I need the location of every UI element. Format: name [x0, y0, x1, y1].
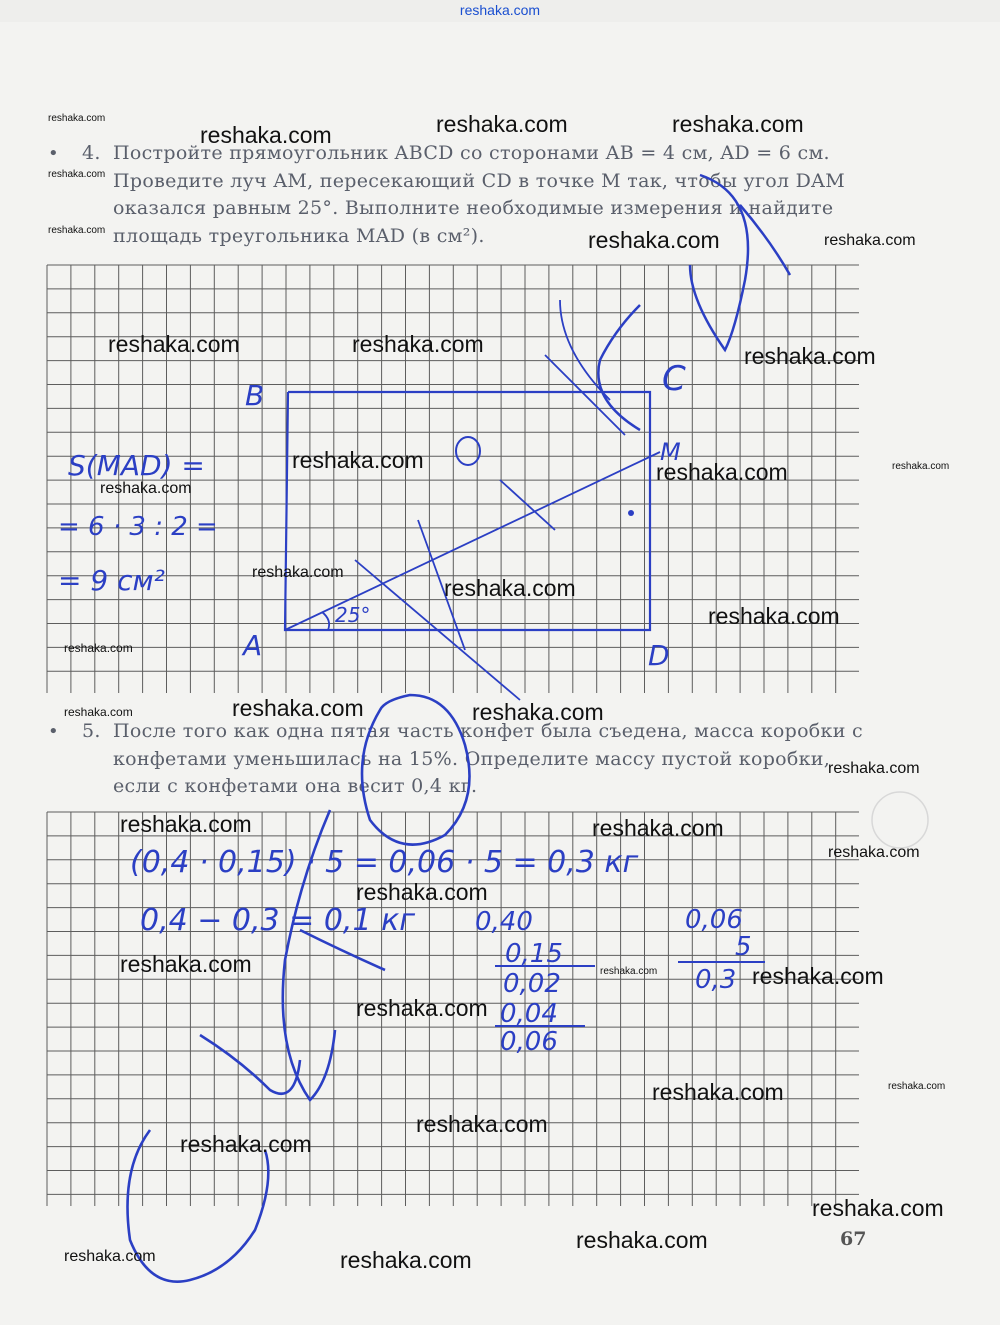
watermark: reshaka.com [352, 331, 484, 357]
area-line-1: S(MAD) = [68, 449, 205, 482]
watermark: reshaka.com [200, 122, 332, 148]
mult1-result: 0,06 [500, 1027, 558, 1057]
watermark: reshaka.com [120, 951, 252, 977]
watermark: reshaka.com [356, 879, 488, 905]
task-4-text: Постройте прямоугольник ABCD со сторонами AB = 4 см, AD = 6 см. Проведите луч AM, пересекающий CD в точке M так, чтобы угол DAM оказался равным 25°. Выполните необходимые измерения и найдите площадь треугольника MAD (в см²). [113, 142, 845, 247]
label-a: A [243, 629, 263, 662]
watermark: reshaka.com [64, 641, 133, 655]
watermark: reshaka.com [576, 1227, 708, 1253]
watermark: reshaka.com [64, 1248, 156, 1265]
mult1-b: 0,15 [505, 939, 563, 969]
watermark: reshaka.com [232, 695, 364, 721]
page-circle-mark [872, 792, 928, 848]
angle-arc [322, 612, 329, 630]
perpendicular-bisector-strokes [355, 300, 625, 700]
watermark: reshaka.com [824, 232, 916, 249]
task-5-text: После того как одна пятая часть конфет была съедена, масса коробки с конфетами уменьшилась на 15%. Определите массу пустой коробки, если с конфетами она весит 0,4 кг. [113, 720, 863, 797]
watermark: reshaka.com [48, 169, 106, 180]
watermark: reshaka.com [120, 811, 252, 837]
watermark: reshaka.com [64, 705, 133, 719]
watermark: reshaka.com [356, 995, 488, 1021]
calc-line-1: (0,4 · 0,15) · 5 = 0,06 · 5 = 0,3 кг [130, 845, 639, 880]
label-b: B [245, 379, 265, 412]
mult2-b: 5 [735, 932, 752, 962]
header-watermark: reshaka.com [459, 2, 541, 18]
watermark: reshaka.com [108, 331, 240, 357]
mult1-partial-2: 0,04 [500, 999, 558, 1029]
watermark: reshaka.com [812, 1195, 944, 1221]
label-c: C [662, 359, 686, 399]
watermark: reshaka.com [436, 111, 568, 137]
watermark: reshaka.com [708, 603, 840, 629]
watermark: reshaka.com [656, 459, 788, 485]
watermark: reshaka.com [48, 113, 106, 124]
watermark: reshaka.com [652, 1079, 784, 1105]
check-strokes-bottom [128, 695, 470, 1282]
mult1-partial-1: 0,02 [503, 969, 561, 999]
task-5-number: 5. [82, 720, 101, 742]
task-5-bullet: • [48, 721, 59, 742]
watermark: reshaka.com [472, 699, 604, 725]
watermark: reshaka.com [828, 760, 920, 777]
watermark: reshaka.com [444, 575, 576, 601]
page-number: 67 [840, 1228, 867, 1250]
watermark: reshaka.com [888, 1081, 946, 1092]
center-circle-o [456, 437, 480, 465]
watermark: reshaka.com [416, 1111, 548, 1137]
watermark: reshaka.com [588, 227, 720, 253]
watermark: reshaka.com [672, 111, 804, 137]
task-4-number: 4. [82, 142, 101, 164]
area-line-2: = 6 · 3 : 2 = [58, 512, 218, 542]
watermark: reshaka.com [744, 343, 876, 369]
calc-line-2: 0,4 − 0,3 = 0,1 кг [140, 903, 415, 938]
watermark: reshaka.com [752, 963, 884, 989]
mult2-a: 0,06 [685, 905, 743, 935]
task-4-bullet: • [48, 143, 59, 164]
dot-mark [628, 510, 634, 516]
watermark: reshaka.com [180, 1131, 312, 1157]
label-angle: 25° [335, 603, 371, 627]
watermark: reshaka.com [340, 1247, 472, 1273]
watermark: reshaka.com [600, 966, 658, 977]
mult2-result: 0,3 [695, 965, 737, 995]
watermark: reshaka.com [100, 480, 192, 497]
label-d: D [648, 639, 670, 672]
watermark: reshaka.com [892, 461, 950, 472]
area-line-3: = 9 см² [58, 564, 165, 597]
watermark: reshaka.com [48, 225, 106, 236]
mult1-a: 0,40 [475, 907, 533, 937]
multiplication-1 [475, 907, 595, 1057]
label-m: M [660, 438, 681, 466]
watermark: reshaka.com [292, 447, 424, 473]
watermark: reshaka.com [252, 564, 344, 581]
watermark: reshaka.com [828, 844, 920, 861]
watermark: reshaka.com [592, 815, 724, 841]
